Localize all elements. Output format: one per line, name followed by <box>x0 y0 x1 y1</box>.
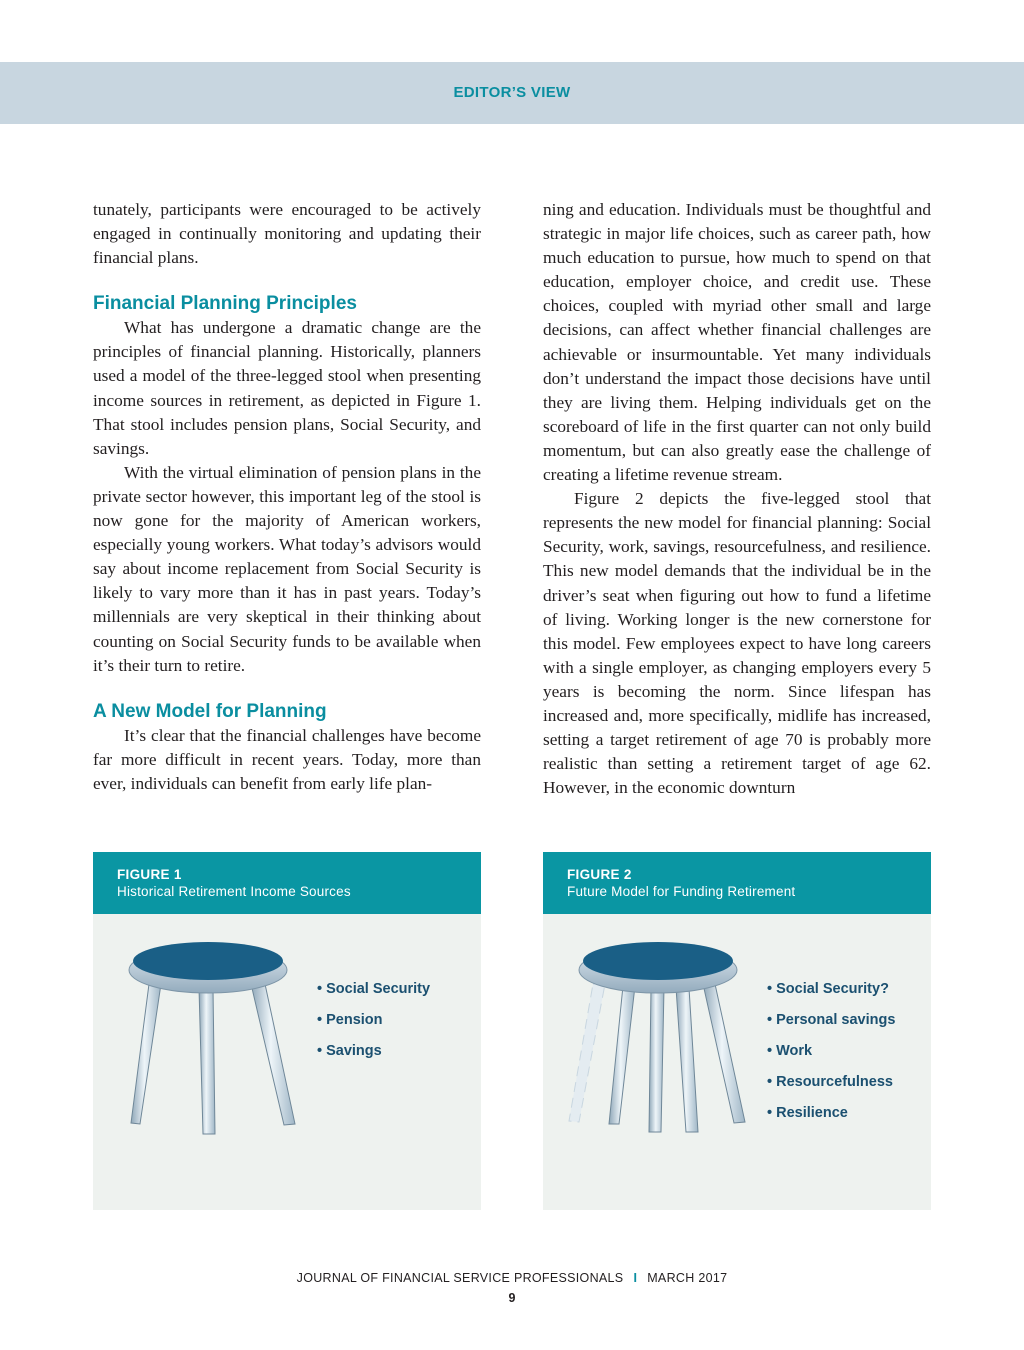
list-item: • Social Security <box>317 981 431 997</box>
left-paragraph-3: With the virtual elimination of pension plans in the private sector however, this important leg of the stool is now gone for the majority of American workers, especially young workers. What today’s advisors would say about income replacement from Social Security is likely to vary more than it has in past years. Today’s millennials are very skeptical in their thinking about counting on Social Security funds to be available when it’s their turn to retire. <box>93 462 481 675</box>
right-column <box>543 198 931 800</box>
figure-2-list <box>767 974 895 1129</box>
list-item: • Social Security? <box>767 981 889 997</box>
list-item: • Resilience <box>767 1105 848 1121</box>
stool-leg-dashed <box>569 984 605 1122</box>
right-paragraph-2: Figure 2 depicts the five-legged stool that represents the new model for financial planning: Social Security, work, savings, resourcefulness, and resilience. This new model demands that the individual be in the driver’s seat when figuring out how to fund a lifetime of living. Working longer is the new cornerstone for this model. Few employees expect to have long careers with a single employer, as changing employers every 5 years is becoming the norm. Since lifespan has increased and, more specifically, midlife has increased, setting a target retirement of age 70 is probably more realistic than setting a retirement target of age 62. However, in the economic downturn <box>543 489 931 798</box>
figure-2-title: Future Model for Funding Retirement <box>567 884 796 899</box>
list-item: • Pension <box>317 1012 383 1028</box>
figure-1-label: FIGURE 1 <box>117 867 182 882</box>
footer <box>0 1271 1024 1285</box>
stool-leg <box>131 984 295 1134</box>
figure-2 <box>543 852 931 1210</box>
journal-name: JOURNAL OF FINANCIAL SERVICE PROFESSIONALS <box>296 1271 624 1285</box>
issue-date: MARCH 2017 <box>647 1271 728 1285</box>
figure-1-header <box>93 852 481 914</box>
list-item: • Resourcefulness <box>767 1074 893 1090</box>
figure-1-list <box>317 974 430 1067</box>
list-item: • Work <box>767 1043 813 1059</box>
left-paragraph-2: What has undergone a dramatic change are the principles of financial planning. Historically, planners used a model of the three-legged stool when presenting income sources in retirement, as depicted in Figure 1. That stool includes pension plans, Social Security, and savings. <box>93 318 481 458</box>
heading-financial-planning-principles: Financial Planning Principles <box>93 293 357 315</box>
stool-seat <box>583 942 733 980</box>
list-item: • Savings <box>317 1043 382 1059</box>
section-title: EDITOR’S VIEW <box>453 84 571 101</box>
left-paragraph-4: It’s clear that the financial challenges have become far more difficult in recent years. Today, more than ever, individuals can benefit from early life plan- <box>93 725 481 793</box>
figure-1 <box>93 852 481 1210</box>
left-paragraph-1: tunately, participants were encouraged to be actively engaged in continually monitoring and updating their financial plans. <box>93 200 481 268</box>
stool-seat <box>133 942 283 980</box>
stool-leg <box>609 984 745 1132</box>
right-paragraph-1: ning and education. Individuals must be thoughtful and strategic in major life choices, such as career path, how much education to pursue, how much to spend on that education, employer choice, and credit use. These choices, coupled with myriad other small and large decisions, can affect whether financial challenges are achievable or insurmountable. Yet many individuals don’t understand the impact those decisions have until they are living them. Helping individuals get on the scoreboard of life in the first quarter can not only build momentum, but can also greatly ease the challenge of creating a lifetime revenue stream. <box>543 200 931 485</box>
figure-2-label: FIGURE 2 <box>567 867 632 882</box>
left-column <box>93 198 481 796</box>
list-item: • Personal savings <box>767 1012 896 1028</box>
page-number: 9 <box>508 1291 516 1305</box>
footer-separator: I <box>633 1271 638 1285</box>
figure-2-header <box>543 852 931 914</box>
figure-1-title: Historical Retirement Income Sources <box>117 884 351 899</box>
header-band <box>0 62 1024 124</box>
heading-new-model: A New Model for Planning <box>93 700 327 722</box>
